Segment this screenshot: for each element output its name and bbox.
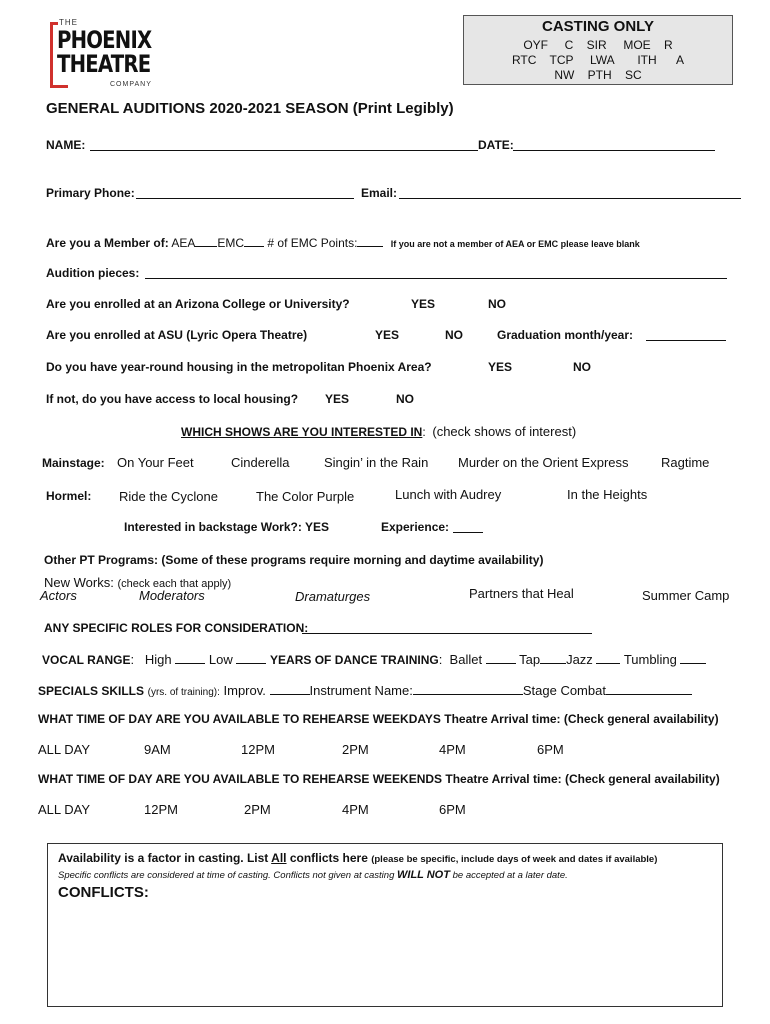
membership-label: Are you a Member of: bbox=[46, 236, 169, 250]
logo-word-phoenix: PHOENIX bbox=[57, 26, 152, 54]
roles-label: ANY SPECIFIC ROLES FOR CONSIDERATION: bbox=[44, 621, 309, 635]
instrument-field[interactable] bbox=[413, 682, 523, 695]
weekend-12pm[interactable]: 12PM bbox=[144, 802, 178, 817]
vocal-low-label: Low bbox=[208, 652, 233, 667]
vocal-low-field[interactable] bbox=[236, 651, 266, 664]
logo-bar bbox=[50, 22, 53, 88]
hormel-label: Hormel: bbox=[46, 489, 92, 503]
weekend-2pm[interactable]: 2PM bbox=[244, 802, 271, 817]
experience-field[interactable] bbox=[453, 520, 483, 533]
ballet-label: Ballet bbox=[449, 652, 483, 667]
tap-field[interactable] bbox=[540, 651, 566, 664]
conflicts-note-will-not: WILL NOT bbox=[397, 869, 450, 881]
q-local-no[interactable]: NO bbox=[396, 392, 414, 406]
q-arizona-no[interactable]: NO bbox=[488, 297, 506, 311]
conflicts-text-all: All bbox=[271, 851, 287, 865]
aea-label: AEA bbox=[171, 236, 196, 250]
graduation-label: Graduation month/year: bbox=[497, 328, 634, 342]
q-asu: Are you enrolled at ASU (Lyric Opera Theatre) bbox=[46, 328, 308, 342]
company-logo bbox=[50, 18, 150, 90]
conflicts-box[interactable] bbox=[47, 843, 723, 1007]
audition-pieces-label: Audition pieces: bbox=[46, 266, 140, 280]
vocal-high-label: High bbox=[144, 652, 172, 667]
date-field[interactable] bbox=[513, 138, 715, 151]
casting-row-1: OYF C SIR MOE R bbox=[523, 38, 673, 52]
conflicts-title: CONFLICTS: bbox=[58, 884, 149, 901]
show-in-the-heights[interactable]: In the Heights bbox=[567, 487, 648, 502]
shows-heading-note: (check shows of interest) bbox=[432, 424, 577, 439]
show-lunch-with-audrey[interactable]: Lunch with Audrey bbox=[395, 487, 502, 502]
shows-heading-title: WHICH SHOWS ARE YOU INTERESTED IN bbox=[181, 425, 423, 439]
audition-pieces-field[interactable] bbox=[145, 266, 727, 279]
vocal-high-field[interactable] bbox=[175, 651, 205, 664]
ballet-field[interactable] bbox=[486, 651, 516, 664]
show-on-your-feet[interactable]: On Your Feet bbox=[117, 455, 194, 470]
date-label: DATE: bbox=[478, 138, 514, 152]
new-works-label: New Works: bbox=[44, 575, 114, 590]
jazz-field[interactable] bbox=[596, 651, 620, 664]
aea-field[interactable] bbox=[195, 234, 217, 247]
casting-row-2: RTC TCP LWA ITH A bbox=[511, 53, 685, 67]
q-asu-yes[interactable]: YES bbox=[375, 328, 400, 342]
weekday-6pm[interactable]: 6PM bbox=[537, 742, 564, 757]
dance-training-label: YEARS OF DANCE TRAINING bbox=[270, 653, 439, 667]
q-housing: Do you have year-round housing in the metropolitan Phoenix Area? bbox=[46, 360, 432, 374]
membership-note: If you are not a member of AEA or EMC please leave blank bbox=[390, 239, 640, 249]
mainstage-label: Mainstage: bbox=[42, 456, 105, 470]
casting-only-box bbox=[463, 15, 733, 85]
weekends-heading: WHAT TIME OF DAY ARE YOU AVAILABLE TO REHEARSE WEEKENDS Theatre Arrival time: (Check general availability) bbox=[38, 772, 720, 786]
emc-label: EMC bbox=[217, 236, 245, 250]
tumbling-label: Tumbling bbox=[623, 652, 677, 667]
name-label: NAME: bbox=[46, 138, 86, 152]
improv-label: Improv. bbox=[223, 683, 266, 698]
conflicts-note-a: Specific conflicts are considered at time of casting. Conflicts not given at casting bbox=[58, 870, 397, 881]
q-arizona-yes[interactable]: YES bbox=[411, 297, 436, 311]
improv-field[interactable] bbox=[270, 682, 310, 695]
roles-field[interactable] bbox=[302, 621, 592, 634]
weekend-6pm[interactable]: 6PM bbox=[439, 802, 466, 817]
conflicts-line-1 bbox=[58, 851, 657, 865]
shows-heading: WHICH SHOWS ARE YOU INTERESTED IN: (check shows of interest) bbox=[181, 424, 577, 439]
program-actors[interactable]: Actors bbox=[40, 588, 77, 603]
show-cinderella[interactable]: Cinderella bbox=[231, 455, 290, 470]
casting-title: CASTING ONLY bbox=[542, 18, 654, 35]
graduation-field[interactable] bbox=[646, 328, 726, 341]
weekday-4pm[interactable]: 4PM bbox=[439, 742, 466, 757]
jazz-label: Jazz bbox=[566, 652, 593, 667]
tap-label: Tap bbox=[519, 652, 541, 667]
logo-bar-top bbox=[50, 22, 58, 25]
show-ragtime[interactable]: Ragtime bbox=[661, 455, 710, 470]
show-ride-the-cyclone[interactable]: Ride the Cyclone bbox=[119, 489, 218, 504]
logo-company: COMPANY bbox=[110, 81, 152, 88]
weekend-all-day[interactable]: ALL DAY bbox=[38, 802, 91, 817]
special-skills-note: (yrs. of training): bbox=[147, 687, 220, 698]
vocal-dance-row: VOCAL RANGE: High Low YEARS OF DANCE TRAINING: Ballet Tap Jazz Tumbling bbox=[42, 651, 706, 667]
vocal-range-label: VOCAL RANGE bbox=[42, 653, 131, 667]
conflicts-text-c: conflicts here bbox=[286, 851, 372, 865]
casting-row-3: NW PTH SC bbox=[554, 68, 642, 82]
conflicts-note-c: be accepted at a later date. bbox=[449, 870, 568, 881]
page-title: GENERAL AUDITIONS 2020-2021 SEASON (Print Legibly) bbox=[46, 100, 454, 117]
backstage-question[interactable]: Interested in backstage Work?: YES bbox=[124, 520, 329, 534]
tumbling-field[interactable] bbox=[680, 651, 706, 664]
phone-label: Primary Phone: bbox=[46, 186, 135, 200]
conflicts-text-a: Availability is a factor in casting. List bbox=[58, 851, 272, 865]
show-color-purple[interactable]: The Color Purple bbox=[256, 489, 355, 504]
weekday-9am[interactable]: 9AM bbox=[144, 742, 171, 757]
weekdays-heading: WHAT TIME OF DAY ARE YOU AVAILABLE TO REHEARSE WEEKDAYS Theatre Arrival time: (Check general availability) bbox=[38, 712, 719, 726]
weekday-12pm[interactable]: 12PM bbox=[241, 742, 275, 757]
membership-row bbox=[46, 234, 640, 250]
conflicts-line-2 bbox=[58, 869, 568, 881]
weekday-all-day[interactable]: ALL DAY bbox=[38, 742, 91, 757]
stage-combat-field[interactable] bbox=[606, 682, 692, 695]
program-partners-that-heal[interactable]: Partners that Heal bbox=[469, 586, 574, 601]
logo-the: THE bbox=[59, 18, 78, 27]
q-arizona-college: Are you enrolled at an Arizona College or University? bbox=[46, 297, 350, 311]
conflicts-text-d: (please be specific, include days of week and dates if available) bbox=[371, 854, 658, 865]
logo-bar-bottom bbox=[50, 85, 68, 88]
stage-combat-label: Stage Combat bbox=[522, 683, 606, 698]
programs-heading: Other PT Programs: (Some of these programs require morning and daytime availability) bbox=[44, 553, 544, 567]
instrument-label: Instrument Name: bbox=[309, 683, 413, 698]
phone-field[interactable] bbox=[136, 186, 354, 199]
emc-points-field[interactable] bbox=[357, 234, 383, 247]
q-housing-yes[interactable]: YES bbox=[488, 360, 513, 374]
new-works-note: (check each that apply) bbox=[117, 578, 232, 590]
weekend-4pm[interactable]: 4PM bbox=[342, 802, 369, 817]
q-housing-no[interactable]: NO bbox=[573, 360, 591, 374]
logo-word-theatre: THEATRE bbox=[57, 50, 151, 78]
q-local-housing: If not, do you have access to local housing? bbox=[46, 392, 299, 406]
program-dramaturges[interactable]: Dramaturges bbox=[295, 589, 371, 604]
special-skills-label: SPECIALS SKILLS bbox=[38, 684, 145, 698]
email-field[interactable] bbox=[399, 186, 741, 199]
name-field[interactable] bbox=[90, 138, 478, 151]
q-local-yes[interactable]: YES bbox=[325, 392, 350, 406]
program-moderators[interactable]: Moderators bbox=[139, 588, 205, 603]
special-skills-row bbox=[38, 682, 692, 698]
email-label: Email: bbox=[361, 186, 398, 200]
program-summer-camp[interactable]: Summer Camp bbox=[642, 588, 730, 603]
weekday-2pm[interactable]: 2PM bbox=[342, 742, 369, 757]
show-murder-orient-express[interactable]: Murder on the Orient Express bbox=[458, 455, 629, 470]
emc-field[interactable] bbox=[244, 234, 264, 247]
emc-points-label: # of EMC Points: bbox=[267, 236, 358, 250]
q-asu-no[interactable]: NO bbox=[445, 328, 463, 342]
show-singin-in-the-rain[interactable]: Singin’ in the Rain bbox=[324, 455, 429, 470]
experience-label: Experience: bbox=[381, 520, 450, 534]
